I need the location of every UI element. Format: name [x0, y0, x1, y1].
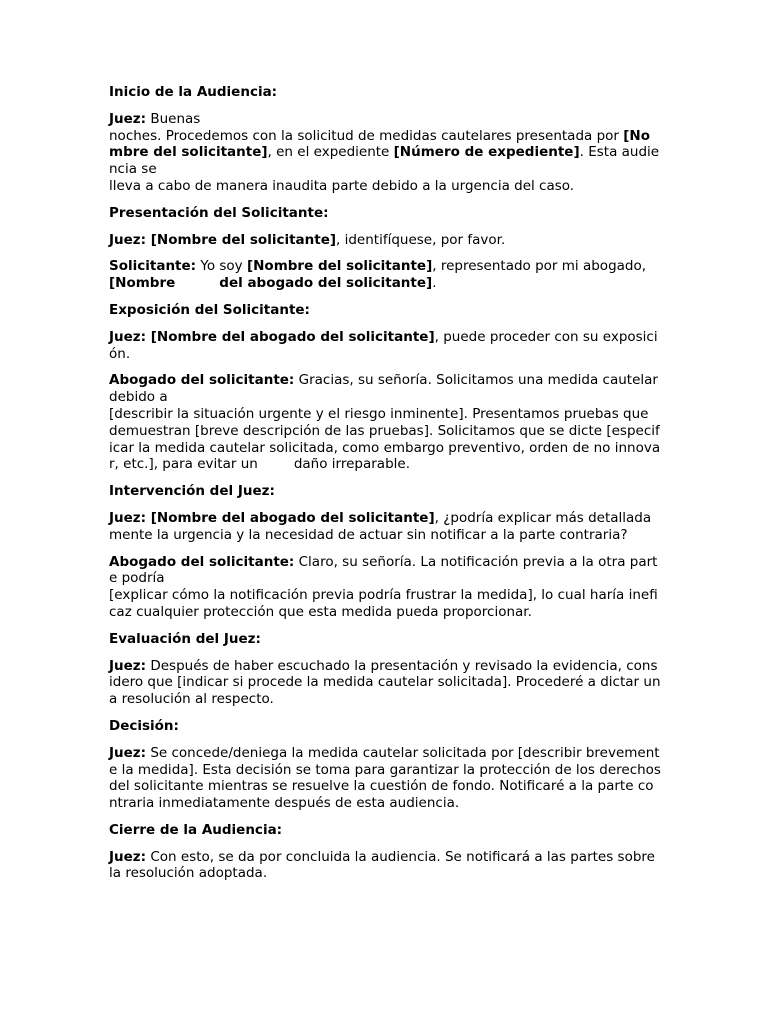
- paragraph-text: , en el expediente: [267, 144, 394, 161]
- paragraph: [109, 510, 661, 544]
- paragraph-text: . Esta audiencia se: [109, 144, 660, 178]
- paragraph-text: Gracias, su señoría. Solicitamos una medida cautelar debido a: [109, 372, 658, 406]
- paragraph: [109, 849, 661, 883]
- speaker-label: Abogado del solicitante:: [109, 553, 295, 570]
- paragraph-text: , identifíquese, por favor.: [336, 231, 506, 248]
- section-heading: Presentación del Solicitante:: [109, 204, 329, 221]
- paragraph-text: Se concede/deniega la medida cautelar solicitada por [describir brevemente la medida]. Esta decisión se toma para garantizar la protección de los derechos del solicitante mientras se resuelve la cuestión de fondo. Notificaré a la parte contraria inmediatamente después de esta audiencia.: [109, 744, 661, 812]
- section-heading: Evaluación del Juez:: [109, 630, 261, 647]
- paragraph-text: Buenas: [146, 110, 201, 127]
- section-heading: Intervención del Juez:: [109, 483, 275, 500]
- paragraph-text: , puede proceder con su exposición.: [109, 328, 658, 362]
- paragraph-text: noches. Procedemos con la solicitud de medidas cautelares presentada por: [109, 127, 624, 144]
- paragraph-text: lleva a cabo de manera inaudita parte debido a la urgencia del caso.: [109, 177, 575, 194]
- speaker-label: Juez:: [109, 848, 147, 865]
- speaker-label: Juez:: [109, 110, 147, 127]
- paragraph-text: daño irreparable.: [293, 456, 410, 473]
- paragraph: [109, 745, 661, 812]
- section-heading: Decisión:: [109, 717, 179, 734]
- placeholder-text: del abogado del solicitante]: [219, 275, 433, 292]
- paragraph-text: [describir la situación urgente y el riesgo inminente]. Presentamos pruebas que demuestran [breve descripción de las pruebas]. Solicitamos que se dicte [especificar la medida cautelar solicitada, como embargo preventivo, orden de no innovar, etc.], para evitar un: [109, 405, 661, 473]
- paragraph-text: [explicar cómo la notificación previa podría frustrar la medida], lo cual haría ineficaz cualquier protección que esta medida pueda proporcionar.: [109, 587, 658, 620]
- speaker-label: Juez: [Nombre del solicitante]: [109, 231, 337, 248]
- paragraph: [109, 111, 661, 195]
- paragraph-text: .: [432, 275, 437, 292]
- placeholder-text: [Número de expediente]: [393, 144, 580, 161]
- paragraph-text: , representado por mi abogado,: [432, 258, 647, 275]
- paragraph-text: Después de haber escuchado la presentación y revisado la evidencia, considero que [indicar si procede la medida cautelar solicitada]. Procederé a dictar una resolución al respecto.: [109, 657, 661, 708]
- speaker-label: Juez: [Nombre del abogado del solicitante]: [109, 509, 435, 526]
- paragraph: [109, 258, 661, 292]
- placeholder-text: [Nombre: [109, 275, 176, 292]
- placeholder-text: [Nombre del solicitante]: [109, 127, 651, 161]
- paragraph-text: Claro, su señoría. La notificación previa a la otra parte podría: [109, 553, 658, 587]
- paragraph-text: , ¿podría explicar más detalladamente la urgencia y la necesidad de actuar sin notificar a la parte contraria?: [109, 509, 652, 543]
- paragraph-text: Con esto, se da por concluida la audiencia. Se notificará a las partes sobre la resolución adoptada.: [109, 848, 655, 882]
- speaker-label: Juez: [Nombre del abogado del solicitante]: [109, 328, 435, 345]
- paragraph-text: Yo soy: [196, 258, 247, 275]
- placeholder-text: [Nombre del solicitante]: [246, 258, 433, 275]
- document-page: [109, 84, 661, 892]
- section-heading: Exposición del Solicitante:: [109, 301, 310, 318]
- paragraph: [109, 372, 661, 473]
- speaker-label: Solicitante:: [109, 258, 197, 275]
- section-heading: Cierre de la Audiencia:: [109, 821, 283, 838]
- speaker-label: Juez:: [109, 744, 147, 761]
- paragraph: [109, 329, 661, 363]
- paragraph: [109, 554, 661, 621]
- section-heading: Inicio de la Audiencia:: [109, 84, 278, 100]
- speaker-label: Juez:: [109, 657, 147, 674]
- speaker-label: Abogado del solicitante:: [109, 372, 295, 389]
- paragraph: [109, 232, 661, 249]
- paragraph: [109, 658, 661, 708]
